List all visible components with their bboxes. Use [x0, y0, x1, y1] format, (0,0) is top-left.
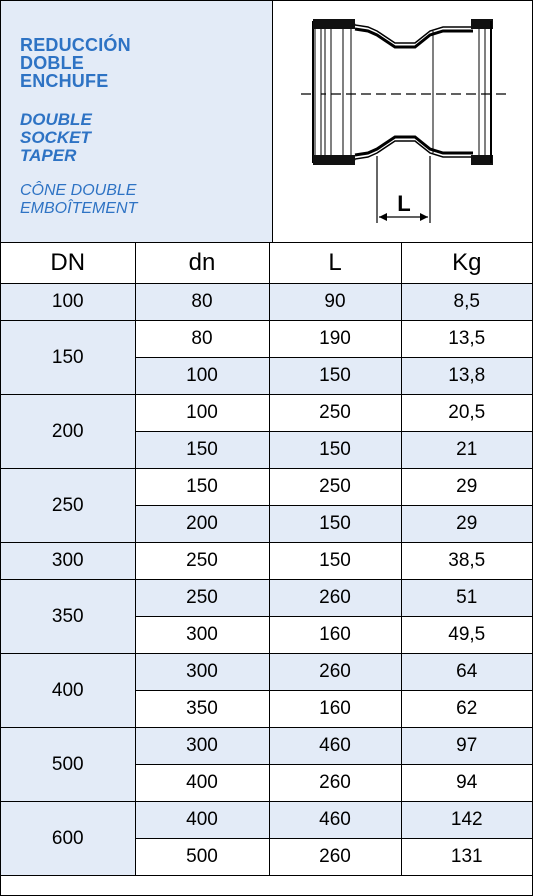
dimensions-table: [1, 243, 532, 876]
cell-dn: 300: [135, 654, 269, 691]
cell-l: 150: [269, 432, 401, 469]
cell-dn: 100: [135, 358, 269, 395]
cell-dn: 80: [135, 321, 269, 358]
cell-dn: 400: [135, 802, 269, 839]
header-dn-small: dn: [135, 243, 269, 284]
table-body: [1, 284, 532, 876]
cell-dn: 200: [1, 395, 135, 469]
table-row: [1, 543, 532, 580]
cell-l: 460: [269, 802, 401, 839]
header-section: [1, 1, 532, 243]
cell-dn: 80: [135, 284, 269, 321]
cell-kg: 29: [401, 506, 532, 543]
table-row: [1, 321, 532, 358]
cell-dn: 150: [135, 469, 269, 506]
table-row: [1, 580, 532, 617]
cell-kg: 13,8: [401, 358, 532, 395]
cell-kg: 97: [401, 728, 532, 765]
cell-kg: 8,5: [401, 284, 532, 321]
cell-dn: 150: [135, 432, 269, 469]
cell-l: 160: [269, 617, 401, 654]
cell-kg: 64: [401, 654, 532, 691]
title-line: ENCHUFE: [20, 71, 109, 91]
cell-dn: 250: [135, 580, 269, 617]
table-row: [1, 654, 532, 691]
table-row: [1, 284, 532, 321]
title-spanish: [20, 36, 131, 90]
cell-l: 90: [269, 284, 401, 321]
cell-l: 260: [269, 839, 401, 876]
cell-kg: 29: [401, 469, 532, 506]
title-english: [20, 111, 92, 165]
fitting-drawing: [273, 1, 532, 242]
header-dn: DN: [1, 243, 135, 284]
title-line: SOCKET: [20, 128, 91, 147]
title-line: EMBOÎTEMENT: [20, 200, 138, 217]
cell-kg: 94: [401, 765, 532, 802]
cell-kg: 38,5: [401, 543, 532, 580]
cell-l: 260: [269, 580, 401, 617]
title-cell: [1, 1, 273, 242]
title-line: TAPER: [20, 146, 77, 165]
cell-kg: 49,5: [401, 617, 532, 654]
cell-kg: 13,5: [401, 321, 532, 358]
cell-dn: 500: [1, 728, 135, 802]
cell-l: 150: [269, 358, 401, 395]
cell-kg: 142: [401, 802, 532, 839]
cell-dn: 400: [135, 765, 269, 802]
title-line: DOUBLE: [20, 110, 92, 129]
cell-l: 250: [269, 469, 401, 506]
table-row: [1, 728, 532, 765]
table-header-row: [1, 243, 532, 284]
dimension-l-label: L: [397, 191, 411, 216]
title-french: [20, 182, 137, 218]
cell-l: 160: [269, 691, 401, 728]
cell-dn: 250: [1, 469, 135, 543]
cell-dn: 400: [1, 654, 135, 728]
cell-l: 150: [269, 506, 401, 543]
cell-l: 150: [269, 543, 401, 580]
header-l: L: [269, 243, 401, 284]
title-line: REDUCCIÓN: [20, 35, 131, 55]
cell-kg: 131: [401, 839, 532, 876]
cell-kg: 20,5: [401, 395, 532, 432]
cell-dn: 100: [1, 284, 135, 321]
table-row: [1, 802, 532, 839]
cell-l: 260: [269, 654, 401, 691]
cell-dn: 350: [135, 691, 269, 728]
table-row: [1, 469, 532, 506]
cell-dn: 100: [135, 395, 269, 432]
cell-kg: 51: [401, 580, 532, 617]
title-line: CÔNE DOUBLE: [20, 182, 137, 199]
cell-kg: 21: [401, 432, 532, 469]
cell-l: 190: [269, 321, 401, 358]
cell-l: 460: [269, 728, 401, 765]
cell-kg: 62: [401, 691, 532, 728]
cell-dn: 300: [135, 617, 269, 654]
cell-dn: 500: [135, 839, 269, 876]
cell-dn: 300: [1, 543, 135, 580]
double-socket-taper-drawing: [273, 1, 532, 242]
table-row: [1, 395, 532, 432]
cell-dn: 300: [135, 728, 269, 765]
cell-l: 260: [269, 765, 401, 802]
cell-dn: 250: [135, 543, 269, 580]
title-line: DOBLE: [20, 53, 84, 73]
cell-dn: 200: [135, 506, 269, 543]
cell-dn: 350: [1, 580, 135, 654]
cell-dn: 150: [1, 321, 135, 395]
cell-l: 250: [269, 395, 401, 432]
header-kg: Kg: [401, 243, 532, 284]
cell-dn: 600: [1, 802, 135, 876]
